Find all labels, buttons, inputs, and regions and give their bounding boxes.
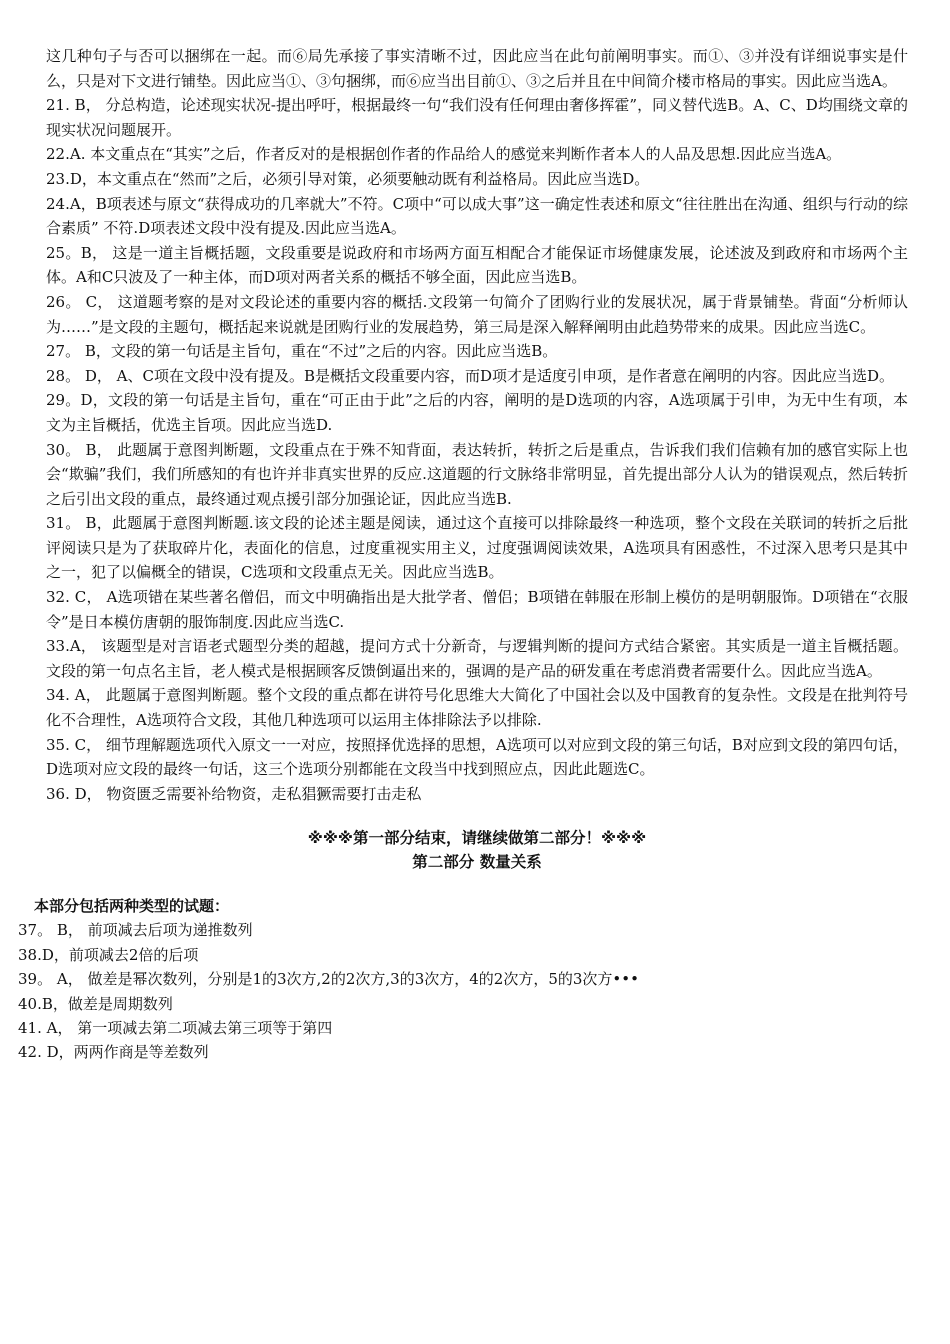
document-page — [18, 44, 908, 1065]
answer-39: 39。 A， 做差是幂次数列，分别是1的3次方,2的2次方,3的3次方，4的2次方，5的3次方••• — [18, 970, 639, 989]
answer-34: 34. A， 此题属于意图判断题。整个文段的重点都在讲符号化思维大大简化了中国社会以及中国教育的复杂性。文段是在批判符号化不合理性，A选项符合文段，其他几种选项可以运用主体排除法予以排除. — [46, 686, 908, 730]
paragraph-continuation-20: 这几种句子与否可以捆绑在一起。而⑥局先承接了事实清晰不过，因此应当在此句前阐明事实。而①、③并没有详细说事实是什么，只是对下文进行铺垫。因此应当①、③句捆绑，而⑥应当出目前①、③之后并且在中间简介楼市格局的事实。因此应当选A。 — [46, 47, 908, 90]
part2-title: 第二部分 数量关系 — [412, 853, 542, 872]
part1-end-banner: ※※※第一部分结束，请继续做第二部分！※※※ — [307, 829, 647, 848]
answer-41: 41. A， 第一项减去第二项减去第三项等于第四 — [18, 1019, 333, 1038]
section-intro: 本部分包括两种类型的试题： — [34, 897, 230, 916]
part1-answers — [46, 44, 908, 806]
answer-28: 28。 D， A、C项在文段中没有提及。B是概括文段重要内容，而D项才是适度引申项，是作者意在阐明的内容。因此应当选D。 — [46, 366, 895, 385]
answer-22: 22.A. 本文重点在“其实”之后，作者反对的是根据创作者的作品给人的感觉来判断作者本人的人品及思想.因此应当选A。 — [46, 145, 842, 164]
part2-answers — [18, 918, 908, 1064]
answer-23: 23.D，本文重点在“然而”之后，必须引导对策，必须要触动既有利益格局。因此应当选D。 — [46, 169, 650, 188]
answer-21: 21. B， 分总构造，论述现实状况-提出呼吁，根据最终一句“我们没有任何理由奢侈挥霍”，同义替代选B。A、C、D均围绕文章的现实状况问题展开。 — [46, 96, 908, 139]
answer-32: 32. C， A选项错在某些著名僧侣，而文中明确指出是大批学者、僧侣；B项错在韩服在形制上模仿的是明朝服饰。D项错在“衣服令”是日本模仿唐朝的服饰制度.因此应当选C. — [46, 588, 908, 631]
answer-31: 31。 B，此题属于意图判断题.该文段的论述主题是阅读，通过这个直接可以排除最终一种选项，整个文段在关联词的转折之后批评阅读只是为了获取碎片化，表面化的信息，过度重视实用主义，过度强调阅读效果，A选项具有困惑性，不过深入思考只是其中之一，犯了以偏概全的错误，C选项和文段重点无关。因此应当选B。 — [46, 514, 908, 582]
answer-36: 36. D， 物资匮乏需要补给物资，走私猖獗需要打击走私 — [46, 784, 422, 803]
answer-37: 37。 B， 前项减去后项为递推数列 — [18, 921, 253, 940]
answer-26: 26。 C， 这道题考察的是对文段论述的重要内容的概括.文段第一句简介了团购行业的发展状况，属于背景铺垫。背面“分析师认为……”是文段的主题句，概括起来说就是团购行业的发展趋势，第三局是深入解释阐明由此趋势带来的成果。因此应当选C。 — [46, 292, 908, 336]
answer-40: 40.B，做差是周期数列 — [18, 994, 173, 1013]
answer-25: 25。B， 这是一道主旨概括题，文段重要是说政府和市场两方面互相配合才能保证市场健康发展，论述波及到政府和市场两个主体。A和C只波及了一种主体，而D项对两者关系的概括不够全面，因此应当选B。 — [46, 243, 908, 287]
answer-30: 30。 B， 此题属于意图判断题，文段重点在于殊不知背面，表达转折，转折之后是重点，告诉我们我们信赖有加的感官实际上也会“欺骗”我们，我们所感知的有也许并非真实世界的反应.这道题的行文脉络非常明显，首先提出部分人认为的错误观点，然后转折之后引出文段的重点，最终通过观点援引部分加强论证，因此应当选B. — [46, 440, 908, 508]
answer-35: 35. C， 细节理解题选项代入原文一一对应，按照择优选择的思想，A选项可以对应到文段的第三句话，B对应到文段的第四句话，D选项对应文段的最终一句话，这三个选项分别都能在文段当中找到照应点，因此此题选C。 — [46, 735, 908, 779]
answer-38: 38.D，前项减去2倍的后项 — [18, 945, 199, 964]
answer-33: 33.A， 该题型是对言语老式题型分类的超越，提问方式十分新奇，与逻辑判断的提问方式结合紧密。其实质是一道主旨概括题。文段的第一句点名主旨，老人模式是根据顾客反馈倒逼出来的，强调的是产品的研发重在考虑消费者需要什么。因此应当选A。 — [46, 637, 908, 680]
answer-24: 24.A，B项表述与原文“获得成功的几率就大”不符。C项中“可以成大事”这一确定性表述和原文“往往胜出在沟通、组织与行动的综合素质” 不符.D项表述文段中没有提及.因此应当选A。 — [46, 194, 908, 238]
answer-29: 29。D，文段的第一句话是主旨句，重在“可正由于此”之后的内容，阐明的是D选项的内容，A选项属于引申，为无中生有项，本文为主旨概括，优选主旨项。因此应当选D. — [46, 391, 908, 434]
answer-42: 42. D，两两作商是等差数列 — [18, 1043, 209, 1062]
answer-27: 27。 B，文段的第一句话是主旨句，重在“不过”之后的内容。因此应当选B。 — [46, 342, 558, 361]
